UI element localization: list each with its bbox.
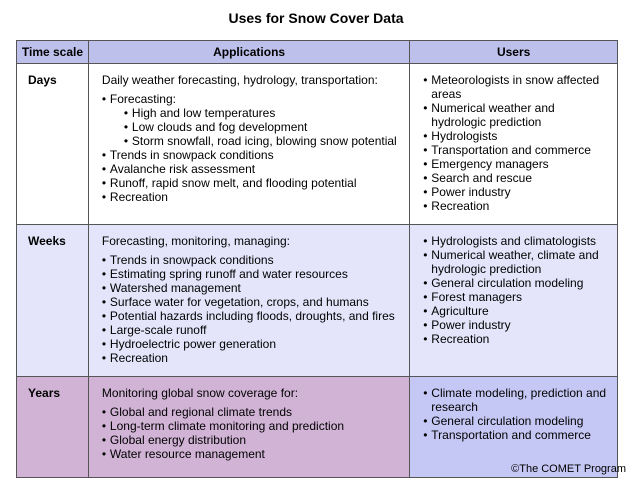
list-item: • Power industry (423, 185, 611, 199)
days-intro: Daily weather forecasting, hydrology, transportation: (101, 73, 378, 87)
years-label: Years (17, 377, 89, 478)
list-item: • Surface water for vegetation, crops, and humans (102, 295, 403, 309)
header-time-scale: Time scale (17, 41, 89, 64)
days-applications (88, 64, 409, 225)
list-item: • Low clouds and fog development (124, 120, 403, 134)
list-item: • High and low temperatures (124, 106, 403, 120)
list-item: • Transportation and commerce (423, 428, 611, 442)
list-item: • Watershed management (102, 281, 403, 295)
list-item: • Global and regional climate trends (102, 405, 403, 419)
list-item: • Search and rescue (423, 171, 611, 185)
copyright: ©The COMET Program (511, 463, 626, 475)
list-item: • Recreation (423, 332, 611, 346)
header-users: Users (410, 41, 618, 64)
list-item: • General circulation modeling (423, 276, 611, 290)
page-title: Uses for Snow Cover Data (228, 10, 404, 26)
weeks-users (410, 225, 618, 377)
list-item: • Forest managers (423, 290, 611, 304)
years-applications (88, 377, 409, 478)
days-label: Days (17, 64, 89, 225)
list-item: • Potential hazards including floods, droughts, and fires (102, 309, 403, 323)
list-item: • Storm snowfall, road icing, blowing snow potential (124, 134, 403, 148)
list-item: • Runoff, rapid snow melt, and flooding potential (102, 176, 403, 190)
list-item: • Large-scale runoff (102, 323, 403, 337)
row-days (17, 64, 618, 225)
list-item: • Agriculture (423, 304, 611, 318)
list-item: • Power industry (423, 318, 611, 332)
list-item: • Meteorologists in snow affected areas (423, 73, 611, 101)
list-item: • Recreation (102, 351, 403, 365)
list-item: • Avalanche risk assessment (102, 162, 403, 176)
list-item: • Numerical weather and hydrologic prediction (423, 101, 611, 129)
list-item: • Hydrologists and climatologists (423, 234, 611, 248)
list-item: • Estimating spring runoff and water resources (102, 267, 403, 281)
list-item: • Hydroelectric power generation (102, 337, 403, 351)
list-item: • Trends in snowpack conditions (102, 148, 403, 162)
forecast-sublist (110, 106, 403, 148)
list-item: • Numerical weather, climate and hydrologic prediction (423, 248, 611, 276)
list-item: • Trends in snowpack conditions (102, 253, 403, 267)
row-weeks (17, 225, 618, 377)
header-applications: Applications (88, 41, 409, 64)
list-item: • Climate modeling, prediction and research (423, 386, 611, 414)
list-item: • Global energy distribution (102, 433, 403, 447)
weeks-label: Weeks (17, 225, 89, 377)
list-item: • Forecasting: • High and low temperatures • Low clouds and fog development • Storm snowfall, road icing, blowing snow potential (102, 92, 403, 148)
list-item: • Long-term climate monitoring and prediction (102, 419, 403, 433)
list-item: • Recreation (102, 190, 403, 204)
list-item: • General circulation modeling (423, 414, 611, 428)
list-item: • Recreation (423, 199, 611, 213)
snow-cover-table (16, 40, 618, 478)
list-item: • Emergency managers (423, 157, 611, 171)
years-intro: Monitoring global snow coverage for: (101, 386, 299, 400)
days-app-list (102, 92, 403, 204)
weeks-intro: Forecasting, monitoring, managing: (101, 234, 291, 248)
weeks-applications (88, 225, 409, 377)
list-item: • Hydrologists (423, 129, 611, 143)
days-users (410, 64, 618, 225)
list-item: • Water resource management (102, 447, 403, 461)
list-item: • Transportation and commerce (423, 143, 611, 157)
